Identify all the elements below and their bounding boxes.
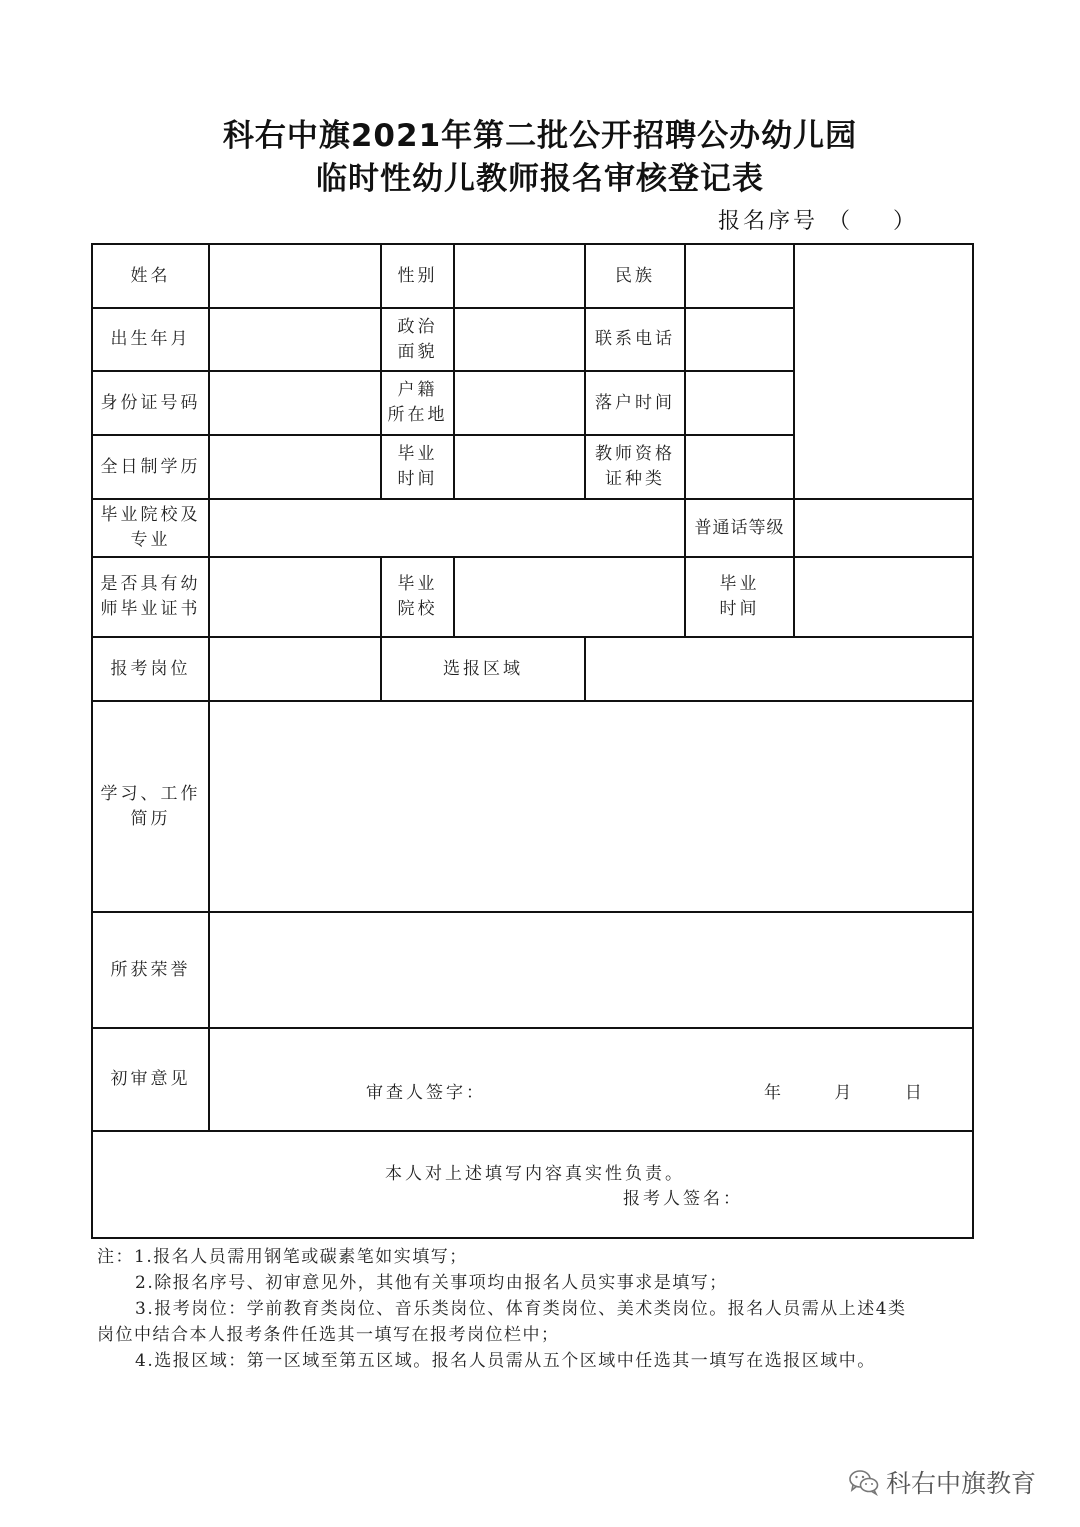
- label-ethnicity: 民族: [585, 244, 685, 308]
- label-cert-type: 教师资格 证种类: [595, 444, 675, 489]
- label-position: 报考岗位: [92, 637, 209, 701]
- note-3: 3.报考岗位：学前教育类岗位、音乐类岗位、体育类岗位、美术类岗位。报名人员需从上述4类: [135, 1299, 907, 1319]
- label-birth: 出生年月: [92, 308, 209, 371]
- label-preschool-cert: 是否具有幼 师毕业证书: [100, 574, 201, 619]
- field-grad-school[interactable]: [454, 557, 685, 637]
- field-name[interactable]: [209, 244, 381, 308]
- label-review: 初审意见: [92, 1028, 209, 1131]
- label-gender: 性别: [381, 244, 454, 308]
- notes-section: [97, 1244, 977, 1374]
- label-political: 政治 面貌: [397, 316, 438, 362]
- field-phone[interactable]: [685, 308, 794, 371]
- watermark-text: 科右中旗教育: [886, 1469, 1037, 1498]
- field-gender[interactable]: [454, 244, 585, 308]
- label-settle-time: 落户时间: [585, 371, 685, 435]
- field-education[interactable]: [209, 435, 381, 499]
- note-4: 4.选报区域：第一区域至第五区域。报名人员需从五个区域中任选其一填写在选报区域中。: [135, 1351, 876, 1371]
- field-position[interactable]: [209, 637, 381, 701]
- field-id-number[interactable]: [209, 371, 381, 435]
- field-grad-time-2[interactable]: [794, 557, 973, 637]
- label-education: 全日制学历: [92, 435, 209, 499]
- title-line-1: 科右中旗2021年第二批公开招聘公办幼儿园: [222, 118, 858, 154]
- field-ethnicity[interactable]: [685, 244, 794, 308]
- note-2: 2.除报名序号、初审意见外，其他有关事项均由报名人员实事求是填写；: [135, 1273, 728, 1293]
- label-grad-time-2: 毕业 时间: [719, 574, 760, 619]
- reviewer-signature-label: 审查人签字：: [366, 1083, 486, 1103]
- label-name: 姓名: [92, 244, 209, 308]
- field-settle-time[interactable]: [685, 371, 794, 435]
- label-honors: 所获荣誉: [92, 912, 209, 1028]
- label-id-number: 身份证号码: [92, 371, 209, 435]
- note-1: 注：1.报名人员需用钢笔或碳素笔如实填写；: [97, 1247, 468, 1267]
- field-hukou[interactable]: [454, 371, 585, 435]
- photo-box[interactable]: [794, 244, 973, 499]
- label-resume: 学习、工作 简历: [100, 783, 201, 829]
- label-phone: 联系电话: [585, 308, 685, 371]
- review-date-label: 年 月 日: [764, 1083, 925, 1103]
- watermark: [848, 1466, 1036, 1498]
- applicant-signature-label: 报考人签名：: [623, 1189, 743, 1209]
- field-cert-type[interactable]: [685, 435, 794, 499]
- declaration-cell[interactable]: [92, 1131, 973, 1238]
- label-grad-time: 毕业 时间: [397, 444, 438, 489]
- declaration-text: 本人对上述填写内容真实性负责。: [385, 1164, 685, 1184]
- field-mandarin[interactable]: [794, 499, 973, 557]
- field-birth[interactable]: [209, 308, 381, 371]
- label-grad-school: 毕业 院校: [397, 574, 438, 619]
- field-resume[interactable]: [209, 701, 973, 912]
- field-grad-time[interactable]: [454, 435, 585, 499]
- field-school-major[interactable]: [209, 499, 685, 557]
- label-hukou: 户籍 所在地: [387, 380, 448, 425]
- field-review[interactable]: [209, 1028, 973, 1131]
- label-school-major: 毕业院校及 专业: [100, 505, 201, 550]
- label-region: 选报区域: [381, 637, 585, 701]
- registration-form-table: [91, 243, 974, 1239]
- label-mandarin: 普通话等级: [685, 499, 794, 557]
- field-region[interactable]: [585, 637, 973, 701]
- field-honors[interactable]: [209, 912, 973, 1028]
- note-3-continued: 岗位中结合本人报考条件任选其一填写在报考岗位栏中；: [97, 1325, 560, 1345]
- field-political[interactable]: [454, 308, 585, 371]
- serial-number-label: 报名序号 （ ）: [718, 209, 918, 234]
- title-line-2: 临时性幼儿教师报名审核登记表: [316, 161, 764, 197]
- wechat-icon: [848, 1468, 880, 1496]
- field-preschool-cert[interactable]: [209, 557, 381, 637]
